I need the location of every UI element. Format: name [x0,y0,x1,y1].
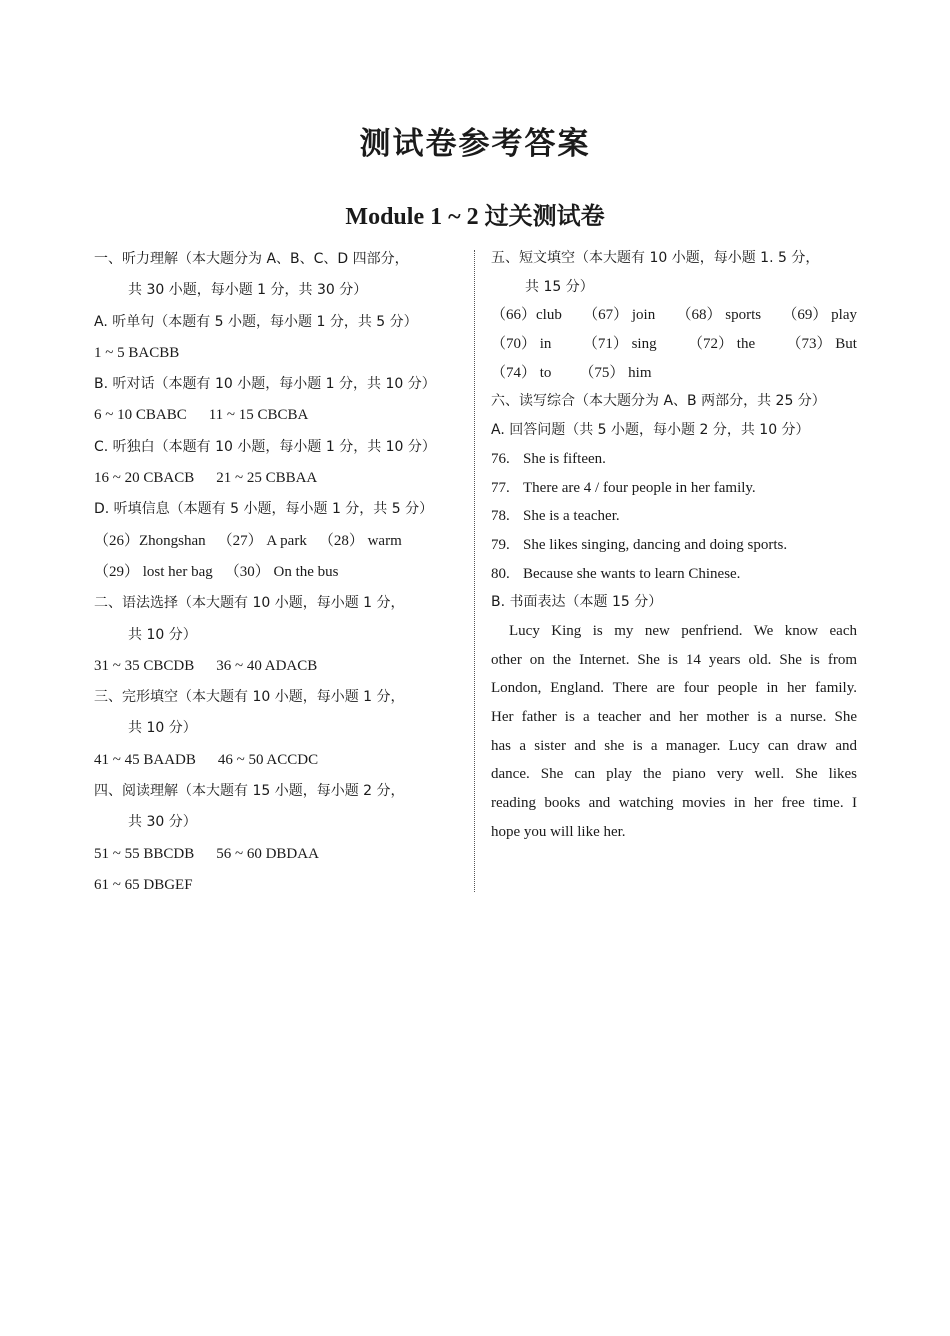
part-d-answers-row [94,526,458,557]
section-5-answers-row [491,359,857,388]
answer-line [491,474,857,503]
essay-line: Her father is a teacher and her mother is a nurse. She [491,709,857,725]
part-a-answers: 1 ~ 5 BACBB [94,344,180,361]
part-a-heading: A. 听单句（本题有 5 小题，每小题 1 分，共 5 分） [94,313,418,330]
section-5-heading: 五、短文填空（本大题有 10 小题，每小题 1. 5 分， [491,250,820,266]
answer-item: （69） play [782,307,857,324]
answer-number: 78. [491,508,510,525]
section-2-answers [94,651,458,682]
answer-number: 80. [491,565,510,582]
answer-group: 46 ~ 50 ACCDC [217,751,319,768]
answer-item: （67） join [583,307,656,324]
answer-group: 21 ~ 25 CBBAA [216,470,318,487]
answer-number: 77. [491,479,510,496]
answer-group: 31 ~ 35 CBCDB [94,657,195,674]
part-c-heading: C. 听独白（本题有 10 小题，每小题 1 分，共 10 分） [94,438,436,455]
section-5-heading-cont: 共 15 分） [525,278,594,295]
answer-text: Because she wants to learn Chinese. [523,565,741,582]
answer-item: （71） sing [582,336,657,353]
answer-item: （26）Zhongshan [94,532,206,549]
section-4-answers: 61 ~ 65 DBGEF [94,876,193,893]
part-b-heading: B. 听对话（本题有 10 小题，每小题 1 分，共 10 分） [94,376,436,393]
part-b-heading: B. 书面表达（本题 15 分） [491,594,663,611]
section-3-heading-cont: 共 10 分） [128,720,197,737]
section-5-answers-row [491,301,857,330]
answer-item: （28） warm [318,532,402,549]
column-divider [474,250,475,892]
answer-group: 51 ~ 55 BBCDB [94,845,195,862]
answer-line [491,445,857,474]
essay-line: London, England. There are four people in her family. [491,680,857,697]
answer-text: She is fifteen. [523,450,606,467]
essay-line: other on the Internet. She is 14 years old. She is from [491,651,857,668]
section-2-heading: 二、语法选择（本大题有 10 小题，每小题 1 分， [94,595,405,612]
part-a-heading: A. 回答问题（共 5 小题，每小题 2 分，共 10 分） [491,422,810,439]
answer-line [491,531,857,560]
section-4-heading: 四、阅读理解（本大题有 15 小题，每小题 2 分， [94,783,405,800]
section-3-heading: 三、完形填空（本大题有 10 小题，每小题 1 分， [94,689,405,706]
essay-line: dance. She can play the piano very well. She likes [491,766,857,783]
answer-group: 41 ~ 45 BAADB [94,751,196,768]
section-1-heading-cont: 共 30 小题，每小题 1 分，共 30 分） [128,282,368,299]
section-4-heading-cont: 共 30 分） [128,814,197,831]
section-3-answers [94,745,458,776]
answer-item: （30） On the bus [224,563,339,580]
part-c-answers [94,463,458,494]
page-title: 测试卷参考答案 [359,126,591,162]
essay-line: hope you will like her. [491,823,626,840]
answer-item: （66）club [491,307,562,324]
essay-line: reading books and watching movies in her free time. I [491,795,857,812]
left-column [94,244,458,901]
essay-line: has a sister and she is a manager. Lucy can draw and [491,737,857,754]
essay [491,617,857,847]
answer-group: 56 ~ 60 DBDAA [216,845,319,862]
answer-line [491,502,857,531]
part-d-heading: D. 听填信息（本题有 5 小题，每小题 1 分，共 5 分） [94,501,434,518]
answer-group: 11 ~ 15 CBCBA [208,407,309,424]
section-2-heading-cont: 共 10 分） [128,626,197,643]
answer-text: There are 4 / four people in her family. [523,479,756,496]
answer-group: 36 ~ 40 ADACB [216,657,318,674]
answer-item: （74） to [491,364,552,381]
answer-item: （29） lost her bag [94,563,213,580]
answer-number: 76. [491,450,510,467]
answer-text: She likes singing, dancing and doing sports. [523,536,788,553]
section-4-answers [94,839,458,870]
answer-number: 79. [491,536,510,553]
answer-item: （75） him [579,364,652,381]
answer-item: （68） sports [676,307,762,324]
part-b-answers [94,400,458,431]
answer-item: （70） in [491,336,552,353]
section-title: Module 1 ~ 2 过关测试卷 [345,204,605,230]
section-1-heading: 一、听力理解（本大题分为 A、B、C、D 四部分， [94,251,409,267]
answer-text: She is a teacher. [523,508,620,525]
right-column [491,244,857,846]
section-5-answers-row [491,330,857,359]
answer-group: 6 ~ 10 CBABC [94,407,187,424]
section-6-heading: 六、读写综合（本大题分为 A、B 两部分，共 25 分） [491,393,826,410]
answer-item: （27） A park [217,532,307,549]
answer-item: （73） But [786,336,857,353]
essay-line: Lucy King is my new penfriend. We know each [509,622,857,639]
part-d-answers-row [94,557,458,588]
answer-group: 16 ~ 20 CBACB [94,470,195,487]
answer-line [491,560,857,589]
answer-item: （72） the [688,336,756,353]
